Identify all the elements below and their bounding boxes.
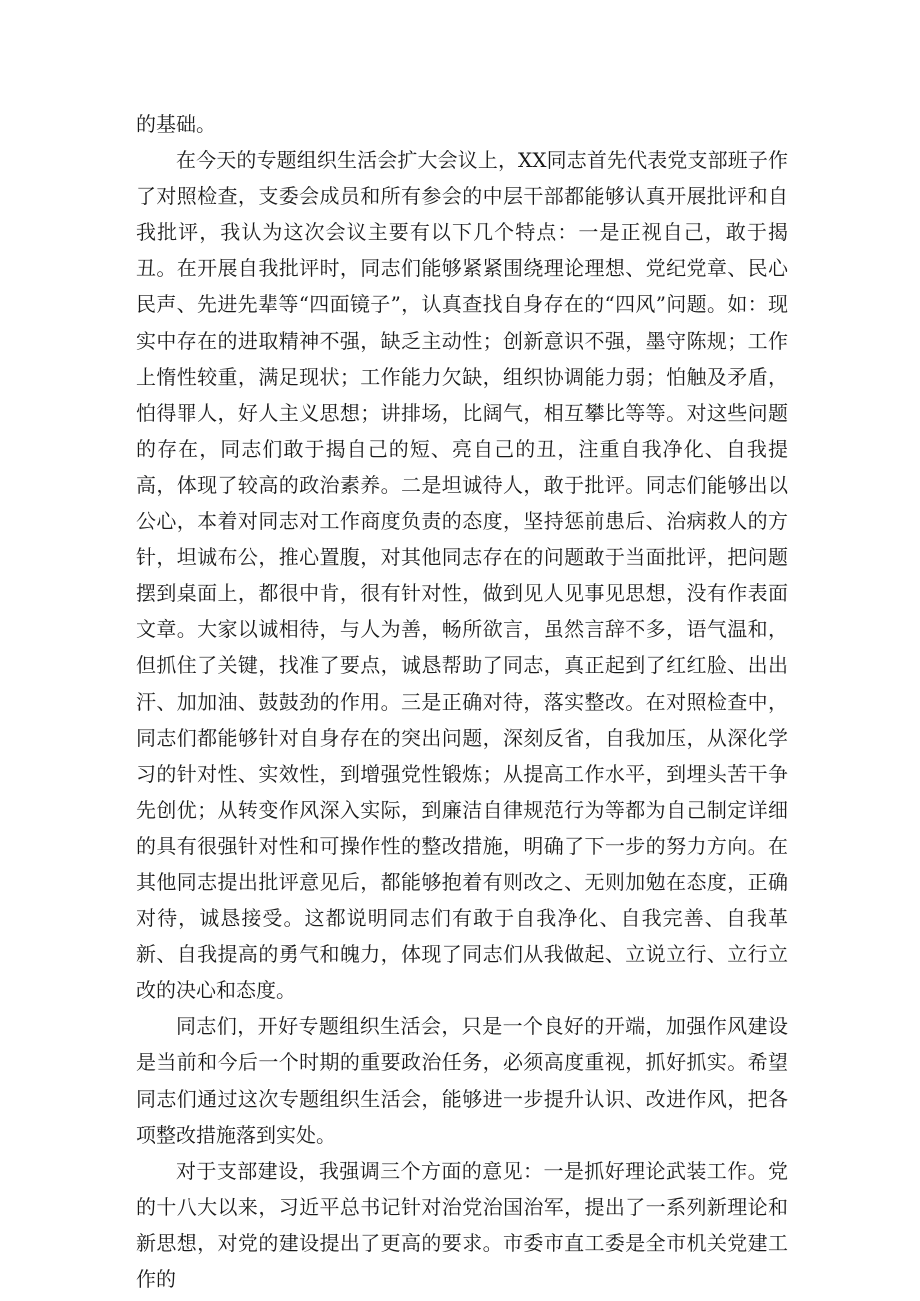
paragraph-comrades-appeal: 同志们，开好专题组织生活会，只是一个良好的开端，加强作风建设是当前和今后一个时期的重要政治任务，必须高度重视，抓好抓实。希望同志们通过这次专题组织生活会，能够进一步提升认识、改进作风，把各项整改措施落到实处。 xyxy=(136,1014,788,1147)
paragraph-branch-construction: 对于支部建设，我强调三个方面的意见：一是抓好理论武装工作。党的十八大以来，习近平总书记针对治党治国治军，提出了一系列新理论和新思想，对党的建设提出了更高的要求。市委市直工委是全市机关党建工作的 xyxy=(136,1158,788,1291)
paragraph-meeting-features: 在今天的专题组织生活会扩大会议上，XX同志首先代表党支部班子作了对照检查，支委会成员和所有参会的中层干部都能够认真开展批评和自我批评，我认为这次会议主要有以下几个特点：一是正视自己，敢于揭丑。在开展自我批评时，同志们能够紧紧围绕理论理想、党纪党章、民心民声、先进先辈等“四面镜子”，认真查找自身存在的“四风”问题。如：现实中存在的进取精神不强，缺乏主动性；创新意识不强，墨守陈规；工作上惰性较重，满足现状；工作能力欠缺，组织协调能力弱；怕触及矛盾，怕得罪人，好人主义思想；讲排场，比阔气，相互攀比等等。对这些问题的存在，同志们敢于揭自己的短、亮自己的丑，注重自我净化、自我提高，体现了较高的政治素养。二是坦诚待人，敢于批评。同志们能够出以公心，本着对同志对工作商度负责的态度，坚持惩前患后、治病救人的方针，坦诚布公，推心置腹，对其他同志存在的问题敢于当面批评，把问题摆到桌面上，都很中肯，很有针对性，做到见人见事见思想，没有作表面文章。大家以诚相待，与人为善，畅所欲言，虽然言辞不多，语气温和，但抓住了关键，找准了要点，诚恳帮助了同志，真正起到了红红脸、出出汗、加加油、鼓鼓劲的作用。三是正确对待，落实整改。在对照检查中，同志们都能够针对自身存在的突出问题，深刻反省，自我加压，从深化学习的针对性、实效性，到增强党性锻炼；从提高工作水平，到埋头苦干争先创优；从转变作风深入实际，到廉洁自律规范行为等都为自己制定详细的具有很强针对性和可操作性的整改措施，明确了下一步的努力方向。在其他同志提出批评意见后，都能够抱着有则改之、无则加勉在态度，正确对待，诚恳接受。这都说明同志们有敢于自我净化、自我完善、自我革新、自我提高的勇气和魄力，体现了同志们从我做起、立说立行、立行立改的决心和态度。 xyxy=(136,148,788,1003)
paragraph-continuation: 的基础。 xyxy=(136,112,216,136)
document-page xyxy=(136,106,788,1297)
